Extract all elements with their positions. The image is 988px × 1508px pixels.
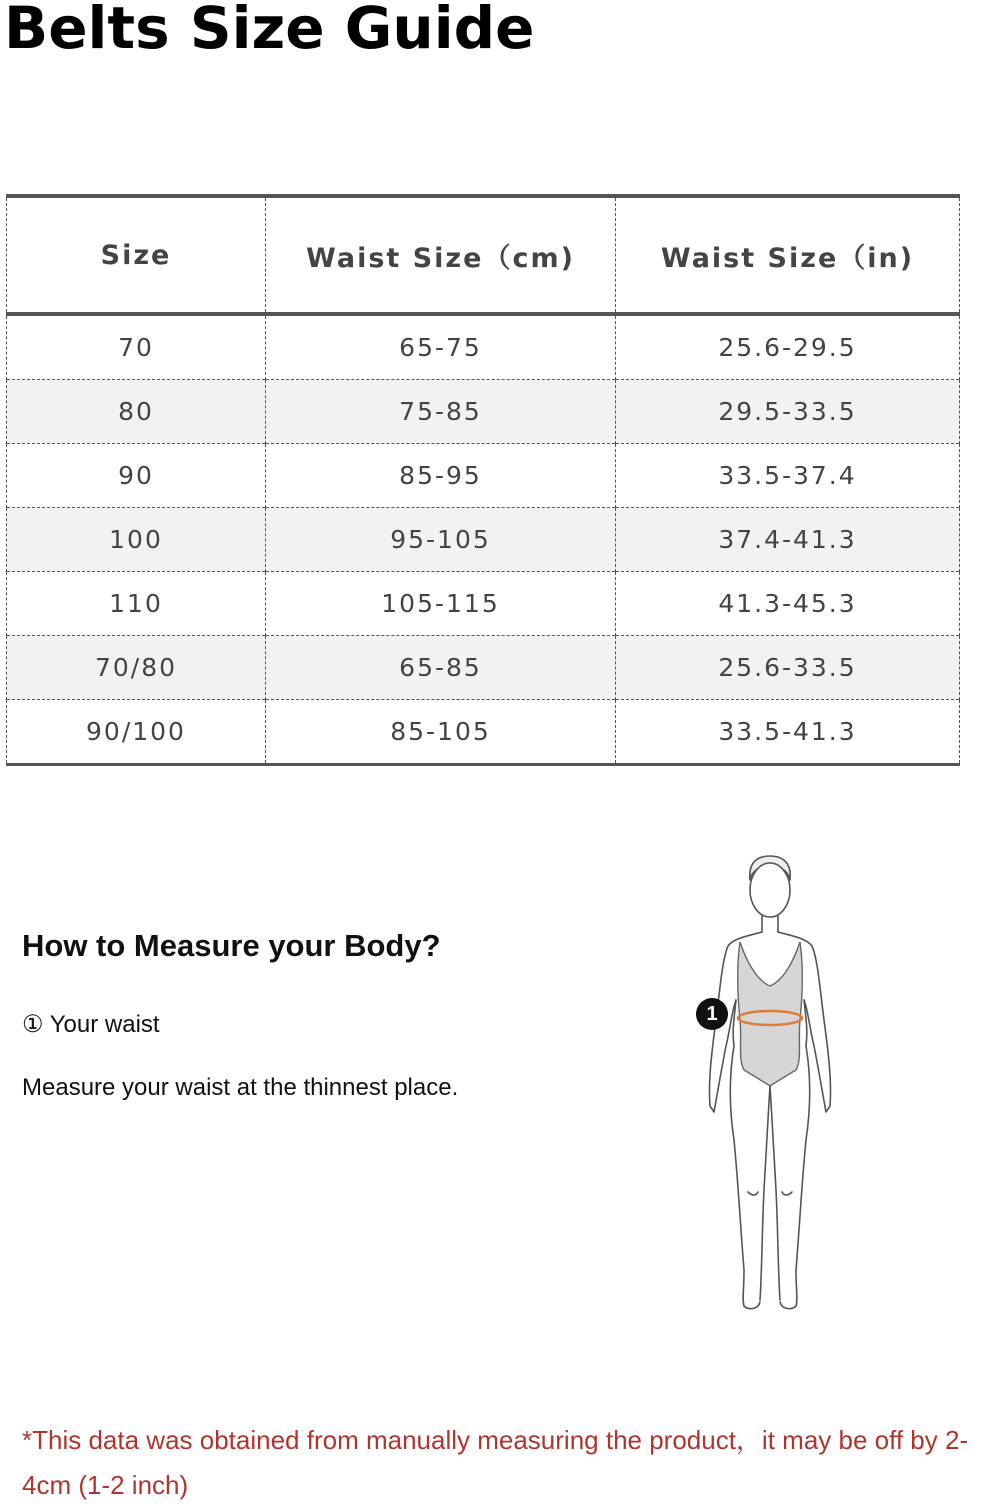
cell-size: 70/80 <box>7 636 266 700</box>
table-row <box>7 314 960 380</box>
table-row <box>7 508 960 572</box>
header-waist-in: Waist Size（in) <box>616 196 960 314</box>
table-row <box>7 444 960 508</box>
cell-size: 90 <box>7 444 266 508</box>
cell-waist-cm: 65-75 <box>266 314 616 380</box>
cell-waist-cm: 105-115 <box>266 572 616 636</box>
table-row <box>7 380 960 444</box>
table-header-row <box>7 196 960 314</box>
cell-waist-in: 41.3-45.3 <box>616 572 960 636</box>
cell-waist-in: 33.5-41.3 <box>616 700 960 765</box>
header-waist-cm: Waist Size（cm) <box>266 196 616 314</box>
cell-size: 100 <box>7 508 266 572</box>
cell-waist-cm: 65-85 <box>266 636 616 700</box>
cell-waist-in: 25.6-29.5 <box>616 314 960 380</box>
cell-waist-in: 29.5-33.5 <box>616 380 960 444</box>
cell-size: 70 <box>7 314 266 380</box>
cell-size: 110 <box>7 572 266 636</box>
cell-waist-cm: 75-85 <box>266 380 616 444</box>
table-row <box>7 636 960 700</box>
cell-waist-cm: 85-95 <box>266 444 616 508</box>
measure-heading: How to Measure your Body? <box>22 928 441 963</box>
table-row <box>7 572 960 636</box>
body-outline-icon <box>690 850 850 1320</box>
table-row <box>7 700 960 765</box>
header-size: Size <box>7 196 266 314</box>
disclaimer-note: *This data was obtained from manually measuring the product，it may be off by 2-4cm (1-2 inch) <box>22 1425 969 1500</box>
size-table-container <box>6 194 959 766</box>
measure-description: Measure your waist at the thinnest place. <box>22 1074 459 1101</box>
cell-waist-cm: 95-105 <box>266 508 616 572</box>
cell-waist-cm: 85-105 <box>266 700 616 765</box>
measure-step-waist: ① Your waist <box>22 1011 160 1038</box>
cell-size: 90/100 <box>7 700 266 765</box>
measure-badge: 1 <box>696 998 728 1030</box>
size-table <box>6 194 960 766</box>
cell-waist-in: 33.5-37.4 <box>616 444 960 508</box>
page-title: Belts Size Guide <box>4 0 535 62</box>
cell-waist-in: 37.4-41.3 <box>616 508 960 572</box>
cell-size: 80 <box>7 380 266 444</box>
cell-waist-in: 25.6-33.5 <box>616 636 960 700</box>
